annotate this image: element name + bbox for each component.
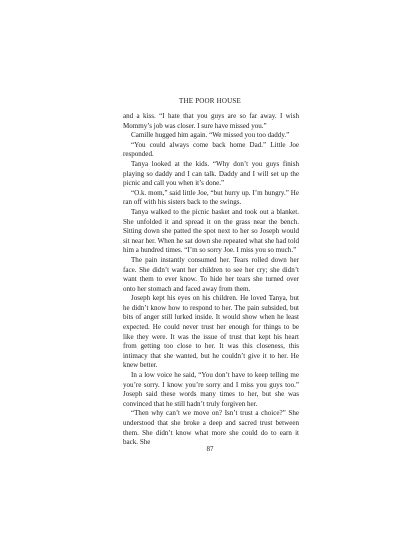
paragraph: “You could always come back home Dad.” Little Joe responded. [123,140,299,159]
paragraph: “Then why can’t we move on? Isn’t trust a choice?” She understood that she broke a deep and sacred trust between them. She didn’t know what more she could do to earn it back. She [123,409,299,447]
paragraph: “O.k. mom,” said little Joe, “but hurry up. I’m hungry.” He ran off with his sisters back to the swings. [123,188,299,207]
paragraph: The pain instantly consumed her. Tears rolled down her face. She didn’t want her children to see her cry; she didn’t want them to ever know. To hide her tears she turned over onto her stomach and faced away from them. [123,255,299,293]
paragraph: and a kiss. “I hate that you guys are so far away. I wish Mommy’s job was closer. I sure have missed you.” [123,112,299,130]
body-text [123,112,299,448]
running-head: THE POOR HOUSE [179,97,241,105]
page-number: 87 [206,445,214,453]
paragraph: Tanya looked at the kids. “Why don’t you guys finish playing so daddy and I can talk. Daddy and I will set up the picnic and call you when it’s done.” [123,159,299,188]
paragraph: Camille hugged him again. “We missed you too daddy.” [131,131,290,140]
paragraph: Tanya walked to the picnic basket and took out a blanket. She unfolded it and spread it on the grass near the bench. Sitting down she patted the spot next to her so Joseph would sit near her. When he sat down she repeated what she had told him a hundred times. “I’m so sorry Joe. I miss you so much.” [123,207,299,255]
paragraph: Joseph kept his eyes on his children. He loved Tanya, but he didn’t know how to respond to her. The pain subsided, but bits of anger still lurked inside. It would show when he least expected. He could never trust her enough for things to be like they were. It was the issue of trust that kept his heart from getting too close to her. It was this closeness, this intimacy that she wanted, but he couldn’t give it to her. He knew better. [123,294,299,370]
paragraph: In a low voice he said, “You don’t have to keep telling me you’re sorry. I know you’re sorry and I miss you guys too.” Joseph said these words many times to her, but she was convinced that he still hadn’t truly forgiven her. [123,371,299,408]
